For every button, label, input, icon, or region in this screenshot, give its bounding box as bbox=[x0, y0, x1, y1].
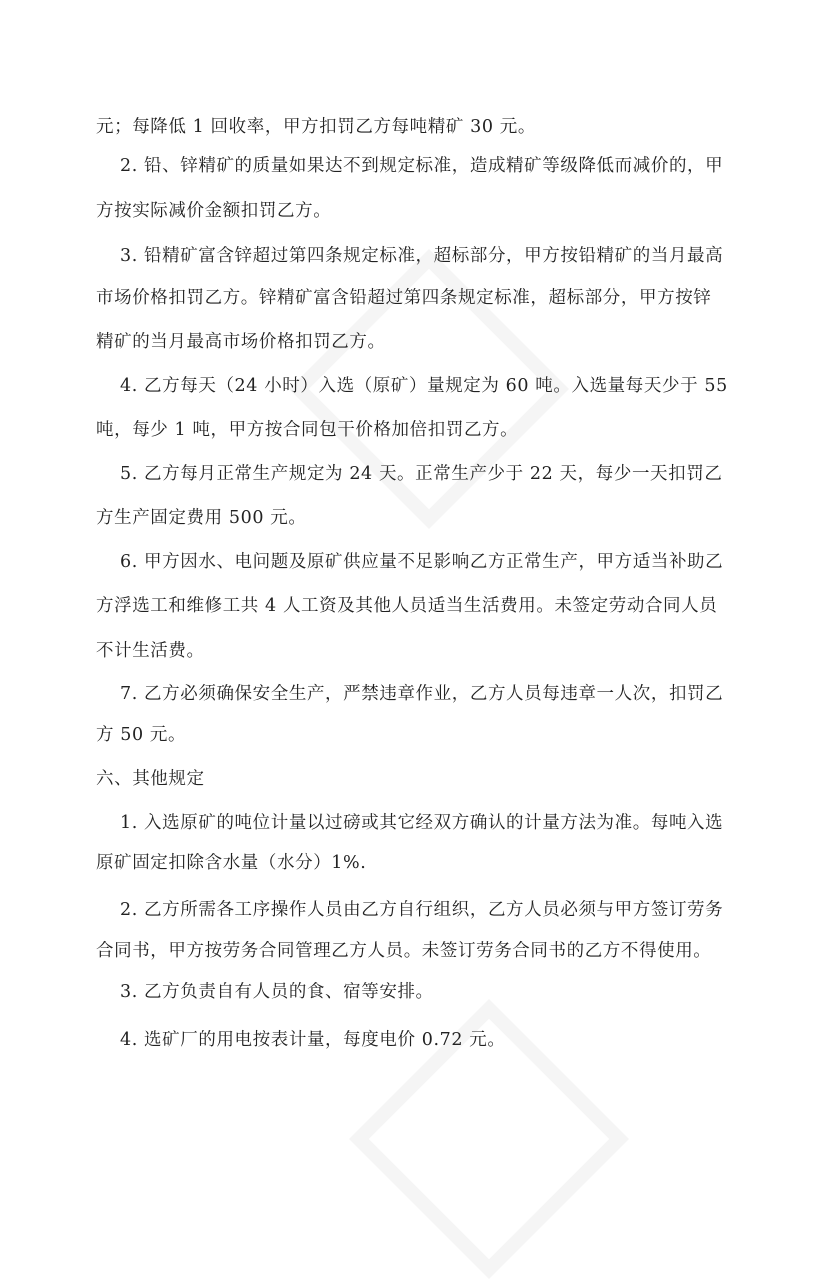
list-item-line: 2. 乙方所需各工序操作人员由乙方自行组织，乙方人员必须与甲方签订劳务 bbox=[120, 900, 724, 920]
list-item-line: 3. 铅精矿富含锌超过第四条规定标准，超标部分，甲方按铅精矿的当月最高 bbox=[120, 246, 724, 266]
text-line: 方生产固定费用 500 元。 bbox=[96, 508, 307, 528]
text-line: 方 50 元。 bbox=[96, 725, 187, 745]
list-item-line: 6. 甲方因水、电问题及原矿供应量不足影响乙方正常生产，甲方适当补助乙 bbox=[120, 552, 724, 572]
list-item-line: 5. 乙方每月正常生产规定为 24 天。正常生产少于 22 天，每少一天扣罚乙 bbox=[120, 464, 723, 484]
list-item-line: 2. 铅、锌精矿的质量如果达不到规定标准，造成精矿等级降低而减价的，甲 bbox=[120, 156, 724, 176]
text-line: 不计生活费。 bbox=[96, 641, 205, 661]
text-line: 市场价格扣罚乙方。锌精矿富含铅超过第四条规定标准，超标部分，甲方按锌 bbox=[96, 288, 712, 308]
list-item-line: 7. 乙方必须确保安全生产，严禁违章作业，乙方人员每违章一人次，扣罚乙 bbox=[120, 684, 724, 704]
text-line: 合同书，甲方按劳务合同管理乙方人员。未签订劳务合同书的乙方不得使用。 bbox=[96, 941, 712, 961]
text-line: 原矿固定扣除含水量（水分）1%. bbox=[96, 853, 367, 873]
list-item-line: 4. 乙方每天（24 小时）入选（原矿）量规定为 60 吨。入选量每天少于 55 bbox=[120, 376, 728, 396]
text-line: 吨，每少 1 吨，甲方按合同包干价格加倍扣罚乙方。 bbox=[96, 420, 519, 440]
text-line: 元；每降低 1 回收率，甲方扣罚乙方每吨精矿 30 元。 bbox=[96, 117, 536, 137]
section-heading: 六、其他规定 bbox=[96, 769, 205, 789]
text-line: 方按实际减价金额扣罚乙方。 bbox=[96, 201, 332, 221]
list-item-line: 4. 选矿厂的用电按表计量，每度电价 0.72 元。 bbox=[120, 1030, 506, 1050]
list-item-line: 1. 入选原矿的吨位计量以过磅或其它经双方确认的计量方法为准。每吨入选 bbox=[120, 813, 724, 833]
list-item-line: 3. 乙方负责自有人员的食、宿等安排。 bbox=[120, 982, 434, 1002]
text-line: 精矿的当月最高市场价格扣罚乙方。 bbox=[96, 332, 386, 352]
text-line: 方浮选工和维修工共 4 人工资及其他人员适当生活费用。未签定劳动合同人员 bbox=[96, 596, 718, 616]
